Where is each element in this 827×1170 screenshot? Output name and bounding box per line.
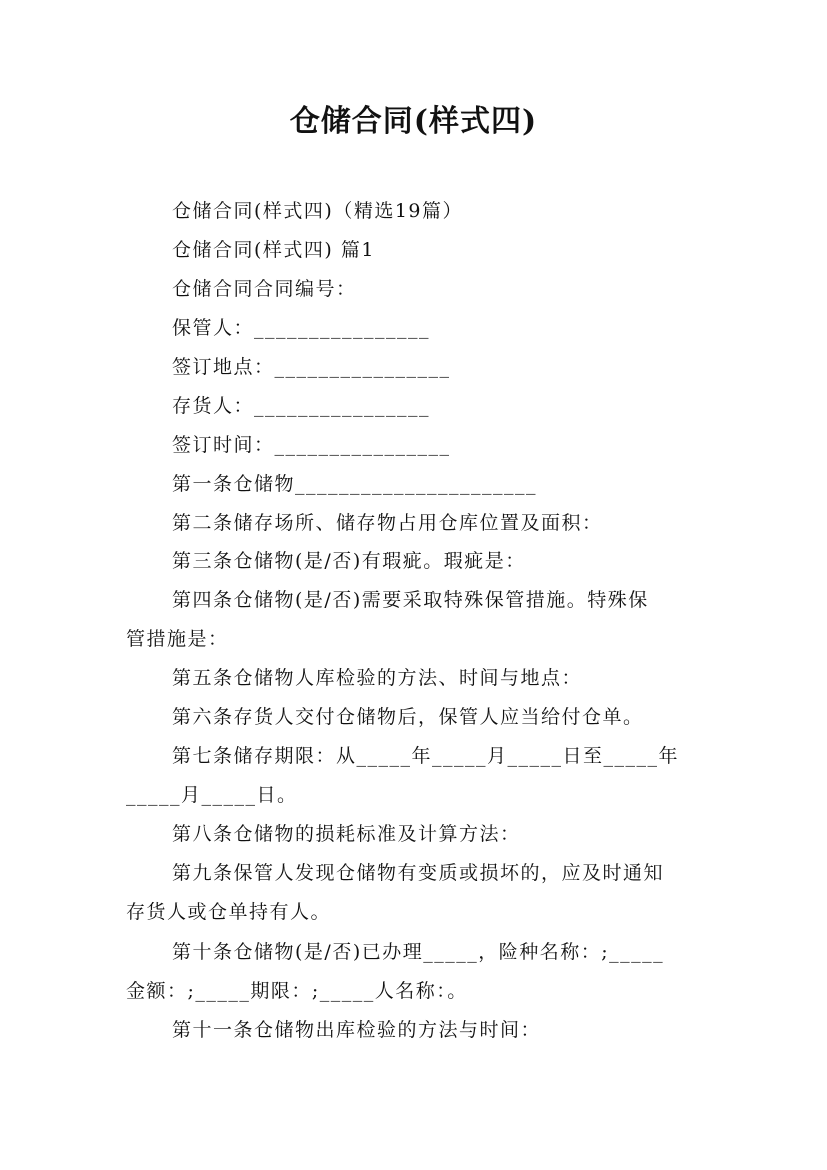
paragraph-line: 金额：;_____期限：;_____人名称：。	[126, 980, 468, 1002]
paragraph-line: 存货人或仓单持有人。	[126, 901, 332, 923]
paragraph-line: 第四条仓储物(是/否)需要采取特殊保管措施。特殊保	[172, 589, 649, 611]
paragraph-line: 仓储合同合同编号：	[172, 278, 357, 300]
paragraph-line: 保管人：________________	[172, 317, 431, 339]
paragraph-line: _____月_____日。	[126, 784, 298, 806]
paragraph-line: 第六条存货人交付仓储物后，保管人应当给付仓单。	[172, 706, 644, 728]
paragraph-line: 仓储合同(样式四)（精选19篇）	[172, 200, 464, 222]
paragraph-line: 第八条仓储物的损耗标准及计算方法：	[172, 823, 521, 845]
paragraph-line: 存货人：________________	[172, 395, 431, 417]
paragraph-line: 第二条储存场所、储存物占用仓库位置及面积：	[172, 512, 603, 534]
paragraph-line: 签订时间：________________	[172, 434, 451, 456]
paragraph-line: 第七条储存期限：从_____年_____月_____日至_____年	[172, 745, 680, 767]
paragraph-line: 签订地点：________________	[172, 356, 451, 378]
paragraph-line: 第九条保管人发现仓储物有变质或损坏的，应及时通知	[172, 862, 665, 884]
document-title: 仓储合同(样式四)	[289, 104, 538, 139]
paragraph-line: 管措施是：	[126, 628, 229, 650]
paragraph-line: 第十条仓储物(是/否)已办理_____，险种名称：;_____	[172, 941, 665, 963]
paragraph-line: 第五条仓储物人库检验的方法、时间与地点：	[172, 667, 583, 689]
paragraph-line: 第一条仓储物______________________	[172, 473, 538, 495]
paragraph-line: 第十一条仓储物出库检验的方法与时间：	[172, 1019, 542, 1041]
paragraph-line: 第三条仓储物(是/否)有瑕疵。瑕疵是：	[172, 550, 526, 572]
paragraph-line: 仓储合同(样式四) 篇1	[172, 239, 375, 261]
